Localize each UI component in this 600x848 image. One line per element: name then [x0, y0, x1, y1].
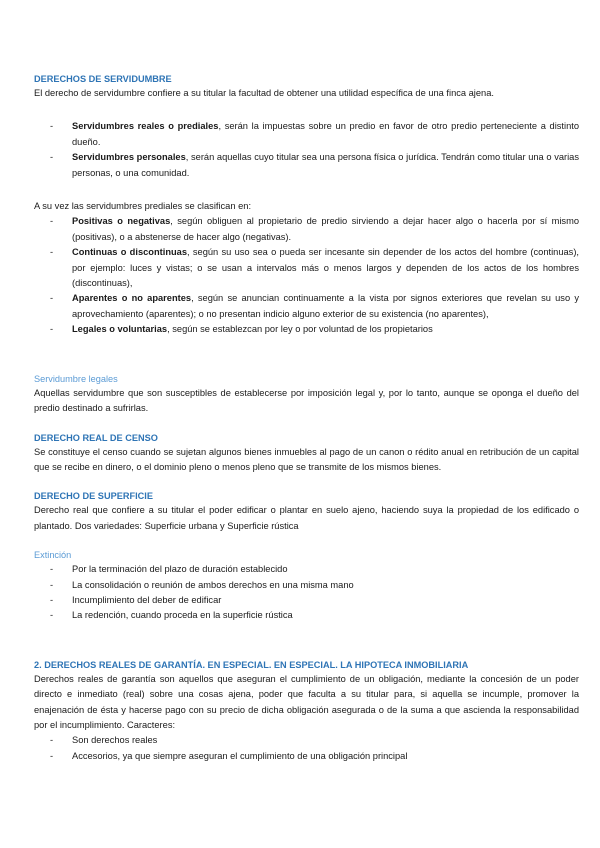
section-heading-servidumbre-legales: Servidumbre legales — [34, 373, 118, 384]
list-item: - Servidumbres personales, serán aquellas cuyo titular sea una persona física o jurídica. Tendrán como titular una o varias personas, o una comunidad. — [50, 152, 579, 178]
list-item: - Positivas o negativas, según obliguen al propietario de predio sirviendo a dejar hacer algo o hacerla por sí mismo (positivas), o a abstenerse de hacer algo (negativas). — [50, 216, 579, 242]
list-item: - Aparentes o no aparentes, según se anuncian continuamente a la vista por signos exteriores que revelan su uso y aprovechamiento (aparentes); o no presentan indicio alguno exterior de su existencia (no aparentes), — [50, 293, 579, 319]
superficie-text: Derecho real que confiere a su titular el poder edificar o plantar en suelo ajeno, haciendo suya la propiedad de los edificado o plantado. Dos variedades: Superficie urbana y Superficie rústica — [34, 505, 579, 531]
list-item: - Incumplimiento del deber de edificar — [50, 594, 222, 605]
servidumbre-legales-text: Aquellas servidumbre que son susceptibles de establecerse por imposición legal y, por lo tanto, aunque se oponga el dueño del predio destinado a sufrirlas. — [34, 387, 579, 414]
section-heading-extincion: Extinción — [34, 550, 72, 561]
garantia-text: Derechos reales de garantía son aquellos que aseguran el cumplimiento de un obligación, mediante la concesión de un poder directo e inmediato (real) sobre una cosas ajena, poder que faculta a su titular para, si aquella se incumple, promover la enajenación de ésta y hacerse pago con su precio de dicha obligación asegurada o de la suma a que ascienda la responsabilidad por el incumplimiento. Caracteres: — [34, 673, 579, 730]
censo-text: Se constituye el censo cuando se sujetan algunos bienes inmuebles al pago de un canon o rédito anual en retribución de un capital que se recibe en dinero, o el dominio pleno o menos pleno que se transmite de los mismos bienes. — [34, 446, 579, 472]
list-item: - La redención, cuando proceda en la superficie rústica — [50, 610, 293, 621]
list-item: - Accesorios, ya que siempre aseguran el cumplimiento de una obligación principal — [50, 750, 408, 761]
prediales-intro: A su vez las servidumbres prediales se clasifican en: — [34, 201, 252, 212]
section-heading-superficie: DERECHO DE SUPERFICIE — [34, 491, 153, 502]
caracteres-list — [34, 733, 579, 764]
list-item: - La consolidación o reunión de ambos derechos en una misma mano — [50, 579, 354, 590]
list-item: - Continuas o discontinuas, según su uso sea o pueda ser incesante sin depender de los actos del hombre (continuas), por ejemplo: luces y vistas; o se usan a intervalos más o menos largos y dependen de los actos de los hombres (discontinuas), — [50, 247, 579, 289]
list-item: - Servidumbres reales o prediales, serán la impuestas sobre un predio en favor de otro predio perteneciente a distinto dueño. — [50, 121, 580, 147]
section-heading-garantia: 2. DERECHOS REALES DE GARANTÍA. EN ESPECIAL. EN ESPECIAL. LA HIPOTECA INMOBILIARIA — [34, 659, 469, 670]
list-item: - Son derechos reales — [50, 735, 158, 746]
servidumbre-types-list — [34, 119, 579, 181]
section-heading-servidumbre: DERECHOS DE SERVIDUMBRE — [34, 74, 172, 84]
document-page — [34, 72, 579, 764]
section-heading-censo: DERECHO REAL DE CENSO — [34, 432, 158, 443]
prediales-list — [34, 214, 579, 337]
extincion-list — [34, 562, 579, 624]
list-item: - Legales o voluntarias, según se establezcan por ley o por voluntad de los propietarios — [50, 324, 433, 335]
servidumbre-intro: El derecho de servidumbre confiere a su titular la facultad de obtener una utilidad específica de una finca ajena. — [34, 88, 494, 98]
list-item: - Por la terminación del plazo de duración establecido — [50, 564, 288, 575]
